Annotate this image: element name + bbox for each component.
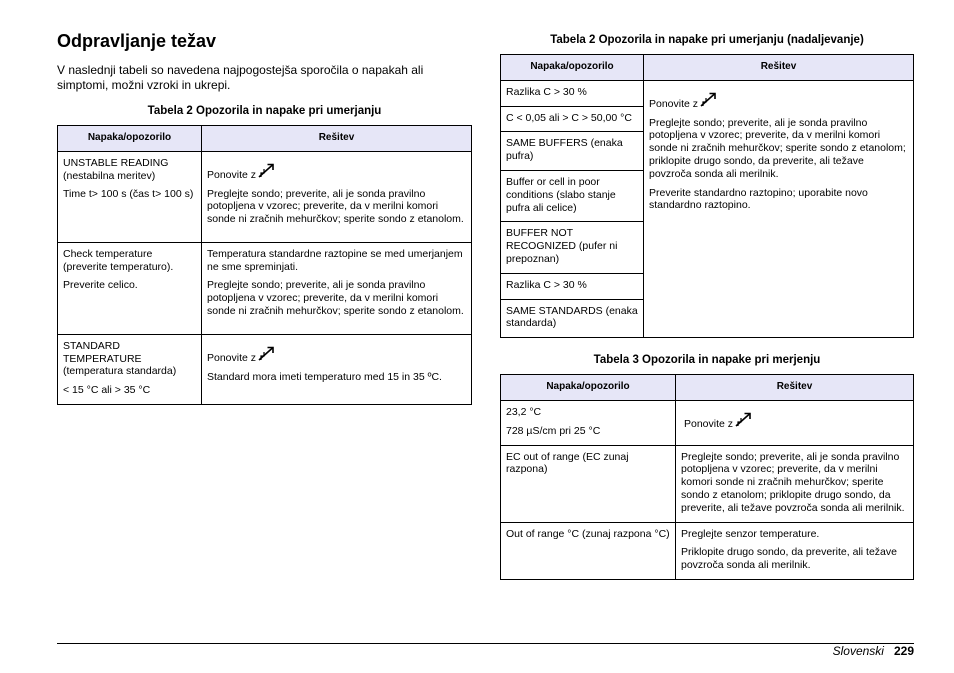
page-number: 229 — [893, 644, 914, 658]
column-header: Rešitev — [644, 55, 914, 81]
calibrate-icon — [700, 92, 717, 111]
calibrate-icon — [735, 412, 752, 431]
calibrate-icon — [258, 346, 275, 365]
solution-text: Preglejte senzor temperature. — [681, 527, 820, 540]
error-cell: SAME BUFFERS (enaka pufra) — [501, 132, 644, 171]
table-caption: Tabela 2 Opozorila in napake pri umerjanju — [147, 105, 382, 117]
retry-text: Ponovite z — [207, 351, 257, 364]
retry-text: Ponovite z — [649, 97, 699, 110]
calibration-table-continued — [500, 54, 914, 338]
error-cell — [58, 151, 202, 242]
solution-cell — [676, 445, 914, 522]
table-header-row — [58, 126, 472, 152]
error-cell — [58, 242, 202, 334]
solution-text: Preglejte sondo; preverite, ali je sonda pravilno potopljena v vzorec; preverite, da v merilni komori sonde ni zračnih mehurčkov; sperite sondo z etanolom. — [207, 187, 464, 226]
table-row — [501, 80, 914, 106]
retry-text: Ponovite z — [684, 417, 734, 430]
solution-cell — [644, 80, 914, 337]
left-column — [57, 30, 472, 405]
solution-cell — [676, 400, 914, 445]
footer-divider — [57, 643, 914, 644]
column-header: Napaka/opozorilo — [501, 375, 676, 401]
table-row — [501, 522, 914, 579]
error-text: 23,2 °C — [506, 405, 542, 418]
error-cell: Buffer or cell in poor conditions (slabo stanje pufra ali celice) — [501, 170, 644, 221]
column-header: Napaka/opozorilo — [501, 55, 644, 81]
column-header: Rešitev — [676, 375, 914, 401]
error-text: UNSTABLE READING (nestabilna meritev) — [63, 156, 169, 182]
error-cell: SAME STANDARDS (enaka standarda) — [501, 299, 644, 338]
intro-text: V naslednji tabeli so navedena najpogostejša sporočila o napakah ali simptomi, možni vzroki in ukrepi. — [57, 63, 424, 92]
error-text: Time t> 100 s (čas t> 100 s) — [63, 188, 194, 201]
solution-text: Preverite standardno raztopino; uporabite novo standardno raztopino. — [649, 186, 868, 212]
error-cell: BUFFER NOT RECOGNIZED (pufer ni prepoznan) — [501, 222, 644, 273]
measurement-table — [500, 374, 914, 580]
retry-line — [207, 340, 466, 365]
column-header: Napaka/opozorilo — [58, 126, 202, 152]
solution-cell — [202, 242, 472, 334]
table-header-row — [501, 55, 914, 81]
solution-text: Standard mora imeti temperaturo med 15 in 35 ºC. — [207, 370, 442, 383]
error-cell: C < 0,05 ali > C > 50,00 °C — [501, 106, 644, 132]
error-cell — [501, 400, 676, 445]
error-text: 728 µS/cm pri 25 °C — [506, 424, 601, 437]
page-title: Odpravljanje težav — [57, 31, 217, 51]
table-row — [501, 445, 914, 522]
error-text: Check temperature (preverite temperaturo). — [63, 247, 174, 273]
solution-text: Preglejte sondo; preverite, ali je sonda pravilno potopljena v vzorec; preverite, da v merilni komori sonde ni zračnih mehurčkov; sperite sondo z etanolom. — [207, 279, 464, 317]
solution-cell — [202, 334, 472, 404]
error-text: EC out of range (EC zunaj razpona) — [506, 450, 629, 476]
retry-line — [649, 86, 908, 111]
table-header-row — [501, 375, 914, 401]
calibrate-icon — [258, 163, 275, 182]
error-cell: Razlika C > 30 % — [501, 273, 644, 299]
footer-language: Slovenski — [832, 644, 884, 658]
error-cell — [58, 334, 202, 404]
table-caption: Tabela 2 Opozorila in napake pri umerjanju (nadaljevanje) — [550, 34, 864, 46]
table-row — [58, 242, 472, 334]
solution-text: Preglejte sondo; preverite, ali je sonda pravilno potopljena v vzorec; preverite, da v merilni komori sonde ni zračnih mehurčkov; sperite sondo z etanolom; priklopite drugo sondo, da preverite, ali težave povzroča sonda ali merilnik. — [681, 450, 905, 514]
right-column — [500, 30, 914, 580]
solution-text: Preglejte sondo; preverite, ali je sonda pravilno potopljena v vzorec; preverite, da v merilni komori sonde ni zračnih mehurčkov; sperite sondo z etanolom; priklopite drugo sondo, da preverite, ali težave povzroča sonda ali merilnik. — [649, 116, 906, 180]
solution-cell — [676, 522, 914, 579]
error-text: Out of range °C (zunaj razpona °C) — [506, 527, 670, 540]
error-cell — [501, 445, 676, 522]
table-caption: Tabela 3 Opozorila in napake pri merjenju — [593, 354, 821, 367]
table-row — [58, 151, 472, 242]
retry-line — [681, 406, 908, 431]
error-text: < 15 °C ali > 35 °C — [63, 384, 151, 397]
error-cell — [501, 522, 676, 579]
solution-cell — [202, 151, 472, 242]
calibration-table — [57, 125, 472, 405]
error-cell: Razlika C > 30 % — [501, 80, 644, 106]
error-text: STANDARD TEMPERATURE (temperatura standarda) — [63, 339, 177, 378]
retry-line — [207, 157, 466, 182]
solution-text: Priklopite drugo sondo, da preverite, ali težave povzroča sonda ali merilnik. — [681, 546, 897, 572]
table-row — [58, 334, 472, 404]
error-text: Preverite celico. — [63, 279, 138, 292]
page-footer — [833, 644, 914, 658]
retry-text: Ponovite z — [207, 168, 257, 181]
table-row — [501, 400, 914, 445]
solution-text: Temperatura standardne raztopine se med umerjanjem ne sme spreminjati. — [207, 247, 463, 273]
column-header: Rešitev — [202, 126, 472, 152]
